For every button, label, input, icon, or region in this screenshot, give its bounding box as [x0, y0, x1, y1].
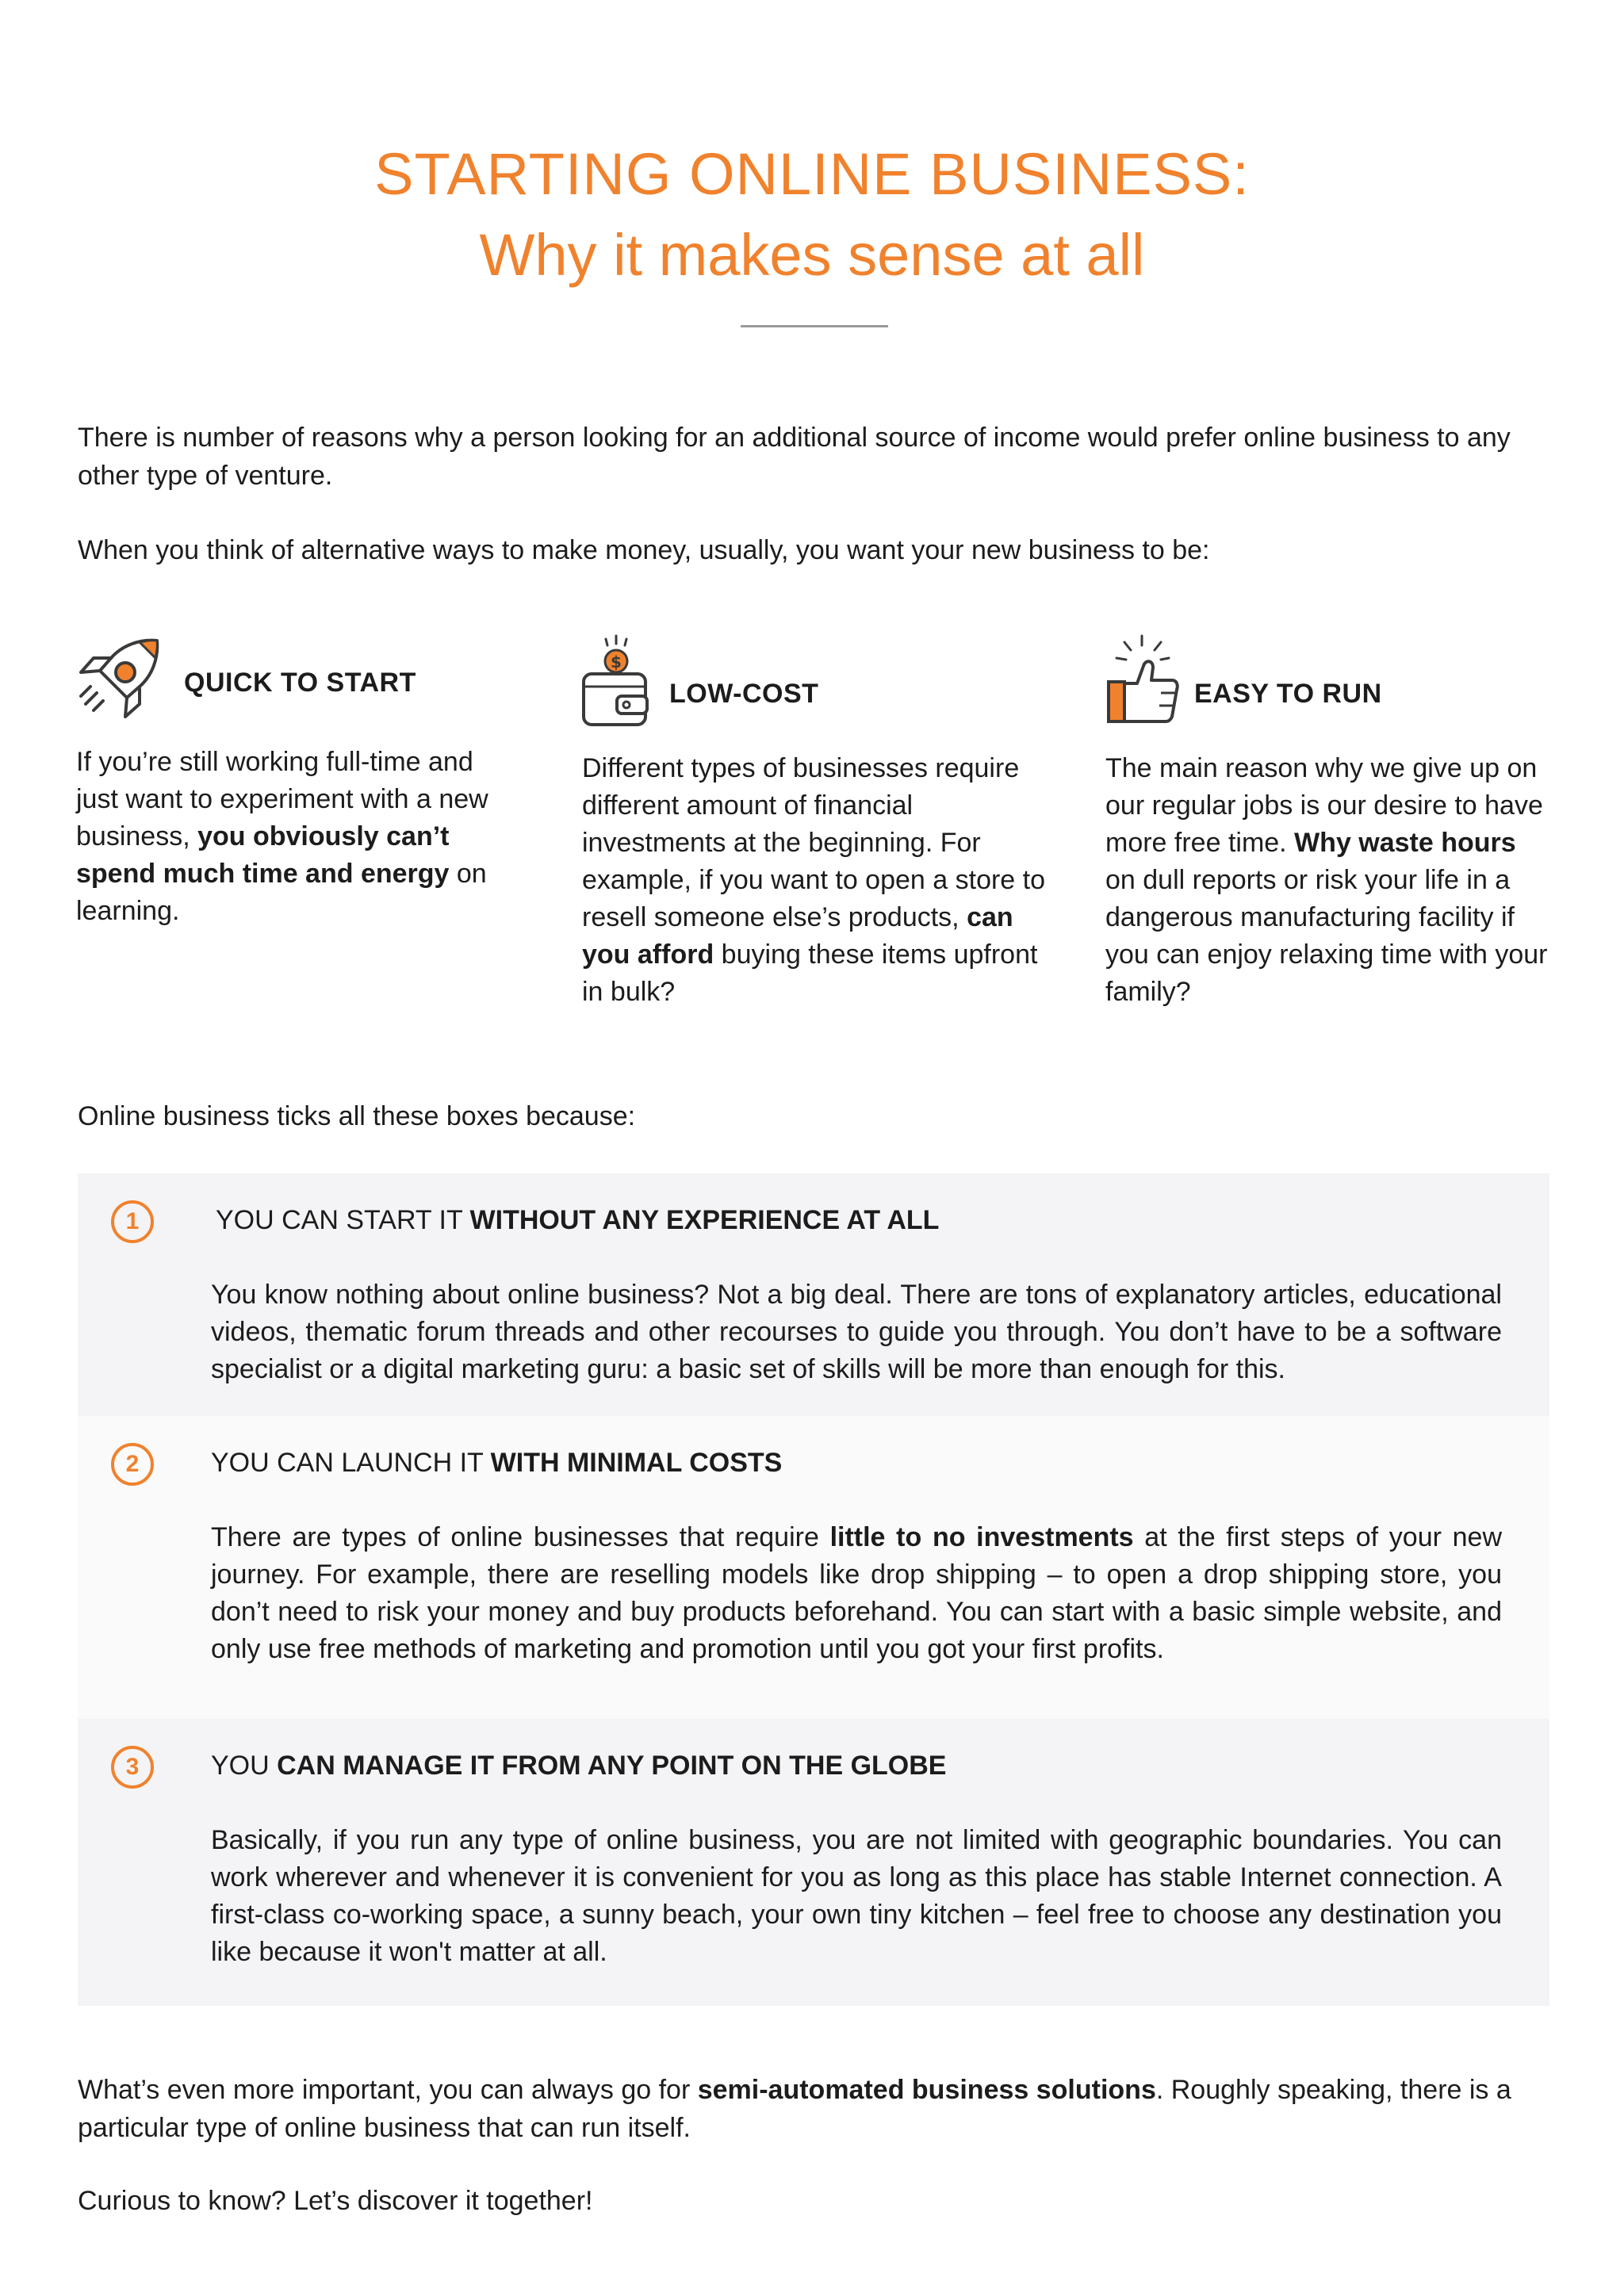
ticks-intro: Online business ticks all these boxes because:	[78, 1101, 636, 1131]
reason-heading-bold: WITHOUT ANY EXPERIENCE AT ALL	[469, 1205, 940, 1235]
reason-body-text: There are types of online businesses that require	[211, 1522, 830, 1552]
feature-body-bold: Why waste hours	[1294, 828, 1516, 858]
rocket-icon	[76, 634, 163, 725]
reason-body-text: You know nothing about online business? Not a big deal. There are tons of explanatory articles, educational videos, thematic forum threads and other recourses to guide you through. You don’t have to be a software specialist or a digital marketing guru: a basic set of skills will be more than enough for this.	[211, 1280, 1502, 1384]
reason-body-text-end: at the first steps of your new journey. For example, there are reselling models like drop shipping – to open a drop shipping store, you don’t need to risk your money and buy products beforehand. You can start with a basic simple website, and only use free methods of marketing and promotion until you got your first profits.	[211, 1522, 1503, 1664]
reason-heading-bold: CAN MANAGE IT FROM ANY POINT ON THE GLOBE	[277, 1751, 947, 1781]
reason-body-text: Basically, if you run any type of online business, you are not limited with geographic boundaries. You can work wherever and whenever it is convenient for you as long as this place has stable Internet connection. A first-class co-working space, a sunny beach, your own tiny kitchen – feel free to choose any destination you like because it won't matter at all.	[211, 1825, 1502, 1967]
closing-text-end: . Roughly speaking, there is a particular type of online business that can run itself.	[78, 2075, 1511, 2143]
page-title	[0, 135, 1624, 295]
feature-body-text-end: on dull reports or risk your life in a dangerous manufacturing facility if you can enjoy relaxing time with your family?	[1105, 865, 1548, 1007]
feature-body-text: The main reason why we give up on our regular jobs is our desire to have more free time.	[1105, 753, 1543, 858]
reason-item	[78, 1719, 1549, 2006]
title-divider	[741, 325, 888, 327]
thumbs-up-icon	[1105, 634, 1182, 730]
feature-body	[582, 750, 1050, 1011]
reason-number-badge: 3	[111, 1746, 154, 1789]
intro-question: When you think of alternative ways to make money, usually, you want your new business to be:	[78, 535, 1210, 565]
feature-heading: QUICK TO START	[184, 668, 416, 698]
feature-body	[76, 744, 520, 930]
feature-body-text: If you’re still working full-time and just want to experiment with a new business,	[76, 747, 488, 851]
feature-body-text-end: on learning.	[76, 859, 487, 926]
closing-bold: semi-automated business solutions	[697, 2075, 1156, 2105]
reason-item	[78, 1173, 1549, 1416]
feature-body-bold: can you afford	[582, 902, 1013, 970]
feature-body-bold: you obviously can’t spend much time and energy	[76, 821, 450, 889]
closing-paragraph	[78, 2071, 1553, 2147]
reason-heading-text: YOU CAN START IT	[216, 1205, 470, 1235]
svg-text:$: $	[611, 652, 622, 672]
feature-heading: EASY TO RUN	[1194, 679, 1382, 709]
reason-heading	[216, 1205, 939, 1236]
reason-number-badge: 2	[111, 1443, 154, 1486]
title-line-2: Why it makes sense at all	[479, 222, 1145, 288]
feature-body	[1105, 750, 1549, 1011]
reason-item	[78, 1416, 1549, 1719]
reason-heading-text: YOU	[211, 1751, 278, 1781]
reason-heading-text: YOU CAN LAUNCH IT	[211, 1448, 491, 1478]
reason-body	[211, 1276, 1502, 1388]
reason-heading	[211, 1751, 946, 1781]
reason-number-badge: 1	[111, 1200, 154, 1243]
reason-heading-bold: WITH MINIMAL COSTS	[490, 1448, 783, 1478]
intro-paragraph: There is number of reasons why a person looking for an additional source of income would prefer online business to any other type of venture.	[78, 423, 1511, 491]
feature-body-text-end: buying these items upfront in bulk?	[582, 939, 1038, 1007]
reason-heading	[211, 1448, 782, 1479]
reasons-list	[78, 1173, 1549, 2006]
reason-body	[211, 1519, 1502, 1668]
reason-body	[211, 1822, 1502, 1971]
title-line-1: STARTING ONLINE BUSINESS:	[374, 141, 1250, 207]
wallet-icon	[582, 634, 650, 732]
closing-call-to-action: Curious to know? Let’s discover it together!	[78, 2186, 593, 2216]
feature-heading: LOW-COST	[669, 679, 819, 709]
closing-text: What’s even more important, you can always go for	[78, 2075, 698, 2105]
reason-body-bold: little to no investments	[829, 1522, 1134, 1552]
feature-body-text: Different types of businesses require different amount of financial investments at the beginning. For example, if you want to open a store to resell someone else’s products,	[582, 753, 1046, 932]
